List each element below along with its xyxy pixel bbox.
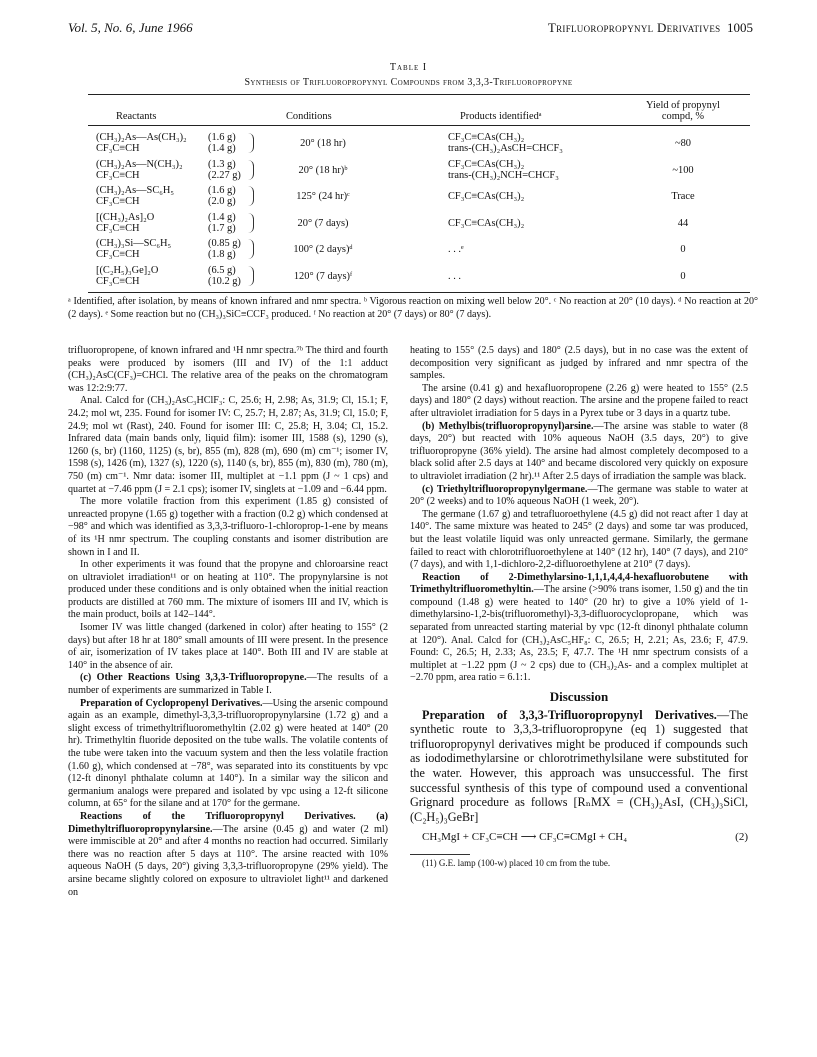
reactant-1-amount: (6.5 g) xyxy=(208,264,236,276)
reactant-2: CF₃C≡CH xyxy=(96,275,140,287)
table-row xyxy=(88,159,750,182)
table-header xyxy=(88,95,750,125)
footnote-rule xyxy=(410,854,470,855)
yield-cell: 0 xyxy=(680,244,686,255)
reactant-brace xyxy=(248,239,254,259)
yield-cell: ~100 xyxy=(672,164,694,176)
right-column xyxy=(410,345,748,869)
reactant-brace xyxy=(248,266,254,286)
reactant-1: (CH₃)₃Si—SC₆H₅ xyxy=(96,238,172,249)
reactant-brace xyxy=(248,186,254,206)
conditions-cell: 20° (18 hr) xyxy=(300,138,346,149)
paragraph: The arsine (0.41 g) and hexafluoropropene (2.26 g) were heated to 155° (2.5 days) and 180° (2 days) without reaction. The arsine and the propene failed to react after ultraviolet irradiation for 5 days in a Pyrex tube or 3 days in a quartz tube. xyxy=(410,382,748,419)
table-label: Table I xyxy=(389,62,428,73)
paragraph: Reactions of the Trifluoropropynyl Derivatives. (a) Dimethyltrifluoropropynylarsine.—The arsine (0.45 g) and water (2 ml) were immiscible at 20° and after 4 months no reaction had occurred. Similarly there was no reaction after 5 days at 110°. The arsine reacted with 10% aqueous NaOH (5 days, 20°) giving 3,3,3-trifluoropropyne (29% yield). The arsine became slightly colored on exposure to ultraviolet light¹¹ and darkened on xyxy=(68,810,388,898)
reactant-1: (CH₃)₂As—SC₆H₅ xyxy=(96,185,174,196)
paragraph: heating to 155° (2.5 days) and 180° (2.5 days), but in no case was the extent of decomposition very significant as judged by infrared and nmr spectra of the samples. xyxy=(410,345,748,382)
paragraph: The germane (1.67 g) and tetrafluoroethylene (4.5 g) did not react after 1 day at 140°. The same mixture was heated to 245° (2 days) and some tar was produced, but the least volatile liquid was only unreacted germane. Similarly, the germane failed to react with chlorotrifluoroethylene at 140° (12 hr), 140° (7 days), and 210° (7 days), and with 1,1-dichloro-2,2-difluoroethylene at 210° (7 days). xyxy=(410,508,748,571)
yield-cell: 44 xyxy=(677,217,689,229)
reactant-2-amount: (2.27 g) xyxy=(208,169,241,181)
paragraph: (c) Triethyltrifluoropropynylgermane.—The germane was stable to water at 20° (2 weeks) and to 10% aqueous NaOH (1 week, 20°). xyxy=(410,483,748,508)
conditions-cell: 100° (2 days)ᵈ xyxy=(293,244,353,255)
paragraph: Preparation of Cyclopropenyl Derivatives.—Using the arsenic compound again as an example, dimethyl-3,3,3-trifluoropropynylarsine (1.72 g) and a slight excess of trimethyltrifluoromethyltin (2.02 g) were heated at 140° (20 hr). Trimethyltin fluoride deposited on the tube walls. The volatile contents of the tube were taken into the vacuum system and then the less volatile fraction (1.60 g), which condensed at −78°, was separated into its constituents by vpc (12-ft dinonyl phthalate column at 140°). In a similar way the silicon and germanium analogs were prepared and isolated by vpc using a 12-ft silicone column, at 65° for the silane and at 170° for the germane. xyxy=(68,697,388,810)
reactant-1-amount: (1.6 g) xyxy=(208,185,236,196)
paragraph: In other experiments it was found that the propyne and chloroarsine react on ultraviolet irradiation¹¹ or on heating at 110°. The propynylarsine is not produced under these conditions and is only obtained when the initial reaction products are distilled at 760 mm. The mixture of isomers III and IV, which is the main product, boils at 142–144°. xyxy=(68,559,388,621)
table-row xyxy=(88,265,750,288)
reactant-2-amount: (10.2 g) xyxy=(208,275,241,287)
section-heading: Preparation of 3,3,3-Trifluoropropynyl Derivatives. xyxy=(422,707,717,722)
reactant-1: (CH₃)₂As—N(CH₃)₂ xyxy=(96,158,183,170)
section-heading: (c) Other Reactions Using 3,3,3-Trifluoropropyne. xyxy=(80,672,307,684)
conditions-cell: 20° (7 days) xyxy=(297,217,349,229)
reactant-1-amount: (0.85 g) xyxy=(208,238,241,249)
reactant-1: (CH₃)₂As—As(CH₃)₂ xyxy=(96,132,187,143)
product-2: trans-(CH₃)₂NCH=CHCF₃ xyxy=(448,169,559,181)
discussion-paragraph: Preparation of 3,3,3-Trifluoropropynyl Derivatives.—The synthetic route to 3,3,3-trifluoropropyne (eq 1) suggested that trifluoropropynyl derivatives might be produced if compounds such as iododimethylarsine or chlorotrimethylsilane were substituted for the water. However, this approach was unsuccessful. The first successful synthesis of this type of compound used a conventional Grignard procedure as follows [RₙMX = (CH₃)₂AsI, (CH₃)₃SiCl, (C₂H₅)₃GeBr] xyxy=(410,707,748,824)
journal-citation: Vol. 5, No. 6, June 1966 xyxy=(68,20,193,35)
reactant-2-amount: (2.0 g) xyxy=(208,196,236,207)
left-column xyxy=(68,345,388,899)
yield-cell: ~80 xyxy=(674,138,691,149)
table-row xyxy=(88,212,750,235)
running-title: Trifluoropropynyl Derivatives xyxy=(547,20,721,35)
product-2: trans-(CH₃)₂AsCH=CHCF₃ xyxy=(448,143,563,154)
paragraph: Anal. Calcd for (CH₃)₂AsC₃HClF₃: C, 25.6; H, 2.98; As, 31.9; Cl, 15.1; F, 24.2; mol wt, 235. Found for isomer IV: C, 25.7; H, 2.87; As, 31.9; Cl, 15.0; F, 24.9; mol wt (Rast), 240. Found for isomer III: C, 25.8; H, 3.04; Cl, 15.2. Infrared data (main bands only, liquid film): isomer III, 1588 (s), 1290 (s), 1260 (s, br) (1160, 1125) (s, br), 855 (m), 828 (m), 690 (m) cm⁻¹; isomer IV, 1598 (s), 1426 (m), 1327 (s), 1220 (s), 1140 (s, br), 855 (m), 830 (m), 780 (m), 750 (m) cm⁻¹. Nmr data: isomer III, multiplet at −1.1 ppm (J ~ 1 cps) and quartet at −7.46 ppm (J = 2.1 cps); isomer IV, singlets at −1.09 and −6.44 ppm. xyxy=(68,395,388,495)
yield-cell: 0 xyxy=(680,270,686,282)
conditions-cell: 20° (18 hr)ᵇ xyxy=(298,164,348,176)
reactant-2-amount: (1.8 g) xyxy=(208,249,236,260)
table-footnotes: ᵃ Identified, after isolation, by means of known infrared and nmr spectra. ᵇ Vigorous reaction on mixing well below 20°. ᶜ No reaction at 20° (10 days). ᵈ No reaction at 20° (2 days). ᵉ Some reaction but no (CH₃)₃SiC≡CCF₃ produced. ᶠ No reaction at 20° (7 days) or 80° (7 days). xyxy=(68,296,758,320)
product-cell: CF₃C≡CAs(CH₃)₂ xyxy=(448,217,525,229)
col-header-conditions: Conditions xyxy=(286,111,332,122)
table-row xyxy=(88,132,750,155)
reactant-2: CF₃C≡CH xyxy=(96,143,140,154)
table-title: Synthesis of Trifluoropropynyl Compounds from 3,3,3-Trifluoropropyne xyxy=(244,77,573,88)
running-title-and-page xyxy=(548,20,753,36)
reactant-1: [(C₂H₅)₃Ge]₂O xyxy=(96,264,159,276)
reactant-2: CF₃C≡CH xyxy=(96,196,140,207)
table-bottom-rule xyxy=(88,292,750,293)
section-heading: Reaction of 2-Dimethylarsino-1,1,1,4,4,4-hexafluorobutene with Trimethyltrifluoromethyltin. xyxy=(410,571,748,596)
page-number: 1005 xyxy=(727,20,753,35)
equation-2 xyxy=(410,828,748,848)
section-heading: (b) Methylbis(trifluoropropynyl)arsine. xyxy=(422,420,594,432)
product-1: CF₃C≡CAs(CH₃)₂ xyxy=(448,158,525,170)
product-cell: . . .ᵉ xyxy=(448,244,464,255)
product-1: CF₃C≡CAs(CH₃)₂ xyxy=(448,132,525,143)
col-header-reactants: Reactants xyxy=(116,111,157,122)
synthesis-table xyxy=(88,94,750,293)
running-header xyxy=(68,20,753,40)
section-heading: (c) Triethyltrifluoropropynylgermane. xyxy=(422,483,588,495)
conditions-cell: 125° (24 hr)ᶜ xyxy=(296,191,350,202)
section-heading: Preparation of Cyclopropenyl Derivatives. xyxy=(80,697,263,709)
reactant-1-amount: (1.4 g) xyxy=(208,211,236,223)
paragraph: Reaction of 2-Dimethylarsino-1,1,1,4,4,4-hexafluorobutene with Trimethyltrifluoromethyltin.—The arsine (>90% trans isomer, 1.50 g) and the tin compound (1.48 g) were heated to 140° (20 hr) to give a 10% yield of 1-dimethylarsino-1,2-bis(trifluoromethyl)-3,3-difluorocyclopropane, which was separated from unreacted starting material by vpc (12-ft dinonyl phthalate column at 120°). Anal. Calcd for (CH₃)₂AsC₅HF₈: C, 26.5; H, 2.21; As, 23.6; F, 47.9. Found: C, 26.5; H, 2.33; As, 23.5; F, 47.7. The ¹H nmr spectrum consists of a multiplet at −1.22 ppm (J ~ 2 cps) due to (CH₃)₂As- and a complex multiplet at −2.70 ppm, area ratio = 6.1:1. xyxy=(410,571,748,684)
discussion-heading: Discussion xyxy=(549,689,609,705)
reactant-2: CF₃C≡CH xyxy=(96,249,140,260)
reactant-1-amount: (1.6 g) xyxy=(208,132,236,143)
col-header-products: Products identifiedᵃ xyxy=(460,111,542,122)
product-cell: CF₃C≡CAs(CH₃)₂ xyxy=(448,191,525,202)
conditions-cell: 120° (7 days)ᶠ xyxy=(293,270,353,282)
reactant-brace xyxy=(248,160,254,180)
col-header-yield: Yield of propynyl compd, % xyxy=(646,100,720,122)
table-body xyxy=(88,126,750,292)
reactant-1: [(CH₃)₂As]₂O xyxy=(96,211,155,223)
yield-cell: Trace xyxy=(671,191,695,202)
paragraph: trifluoropropene, of known infrared and ¹H nmr spectra.⁷ᵇ The third and fourth peaks were produced by isomers (III and IV) of the 1:1 adduct (CH₃)₂AsC(CF₃)=CHCl. The relative area of the peaks on the chromatogram was 12:2:9:77. xyxy=(68,345,388,394)
section-heading: Reactions of the Trifluoropropynyl Derivatives. (a) Dimethyltrifluoropropynylarsine. xyxy=(68,810,388,835)
reference-note: (11) G.E. lamp (100-w) placed 10 cm from the tube. xyxy=(422,858,611,869)
product-cell: . . . xyxy=(448,270,461,282)
paragraph: Isomer IV was little changed (darkened in color) after heating to 155° (2 days) but after 18 hr at 180° small amounts of III were present. In the presence of air, isomerization of IV takes place at 140°. Both III and IV are stable at 140° in the absence of air. xyxy=(68,622,388,671)
table-row xyxy=(88,238,750,261)
reactant-2: CF₃C≡CH xyxy=(96,169,140,181)
reactant-2-amount: (1.4 g) xyxy=(208,143,236,154)
paragraph: (c) Other Reactions Using 3,3,3-Trifluoropropyne.—The results of a number of experiments are summarized in Table I. xyxy=(68,672,388,697)
equation-text: CH₃MgI + CF₃C≡CH ⟶ CF₃C≡CMgI + CH₄ xyxy=(422,831,628,844)
reactant-2: CF₃C≡CH xyxy=(96,222,140,234)
reactant-brace xyxy=(248,133,254,153)
table-row xyxy=(88,185,750,208)
reactant-2-amount: (1.7 g) xyxy=(208,222,236,234)
paragraph: (b) Methylbis(trifluoropropynyl)arsine.—The arsine was stable to water (8 days, 20°) but reacted with 10% aqueous NaOH (3.5 days, 20°) to give trifluoropropyne (36% yield). The arsine had almost completely decomposed to a black solid after 2.5 days at 140° and became discolored very quickly on exposure to ultraviolet irradiation (2 hr).¹¹ After 2.5 days of irradiation the sample was black. xyxy=(410,420,748,482)
reactant-brace xyxy=(248,213,254,233)
paragraph: The more volatile fraction from this experiment (1.85 g) consisted of unreacted propyne (1.65 g) together with a fraction (0.2 g) which condensed at −98° and which was identified as 3,3,3-trifluoro-1-chloroprop-1-ene by means of its ¹H nmr spectrum. The coupling constants and isomer distribution are shown in I and II. xyxy=(68,496,388,558)
reactant-1-amount: (1.3 g) xyxy=(208,158,236,170)
equation-number: (2) xyxy=(735,831,748,844)
